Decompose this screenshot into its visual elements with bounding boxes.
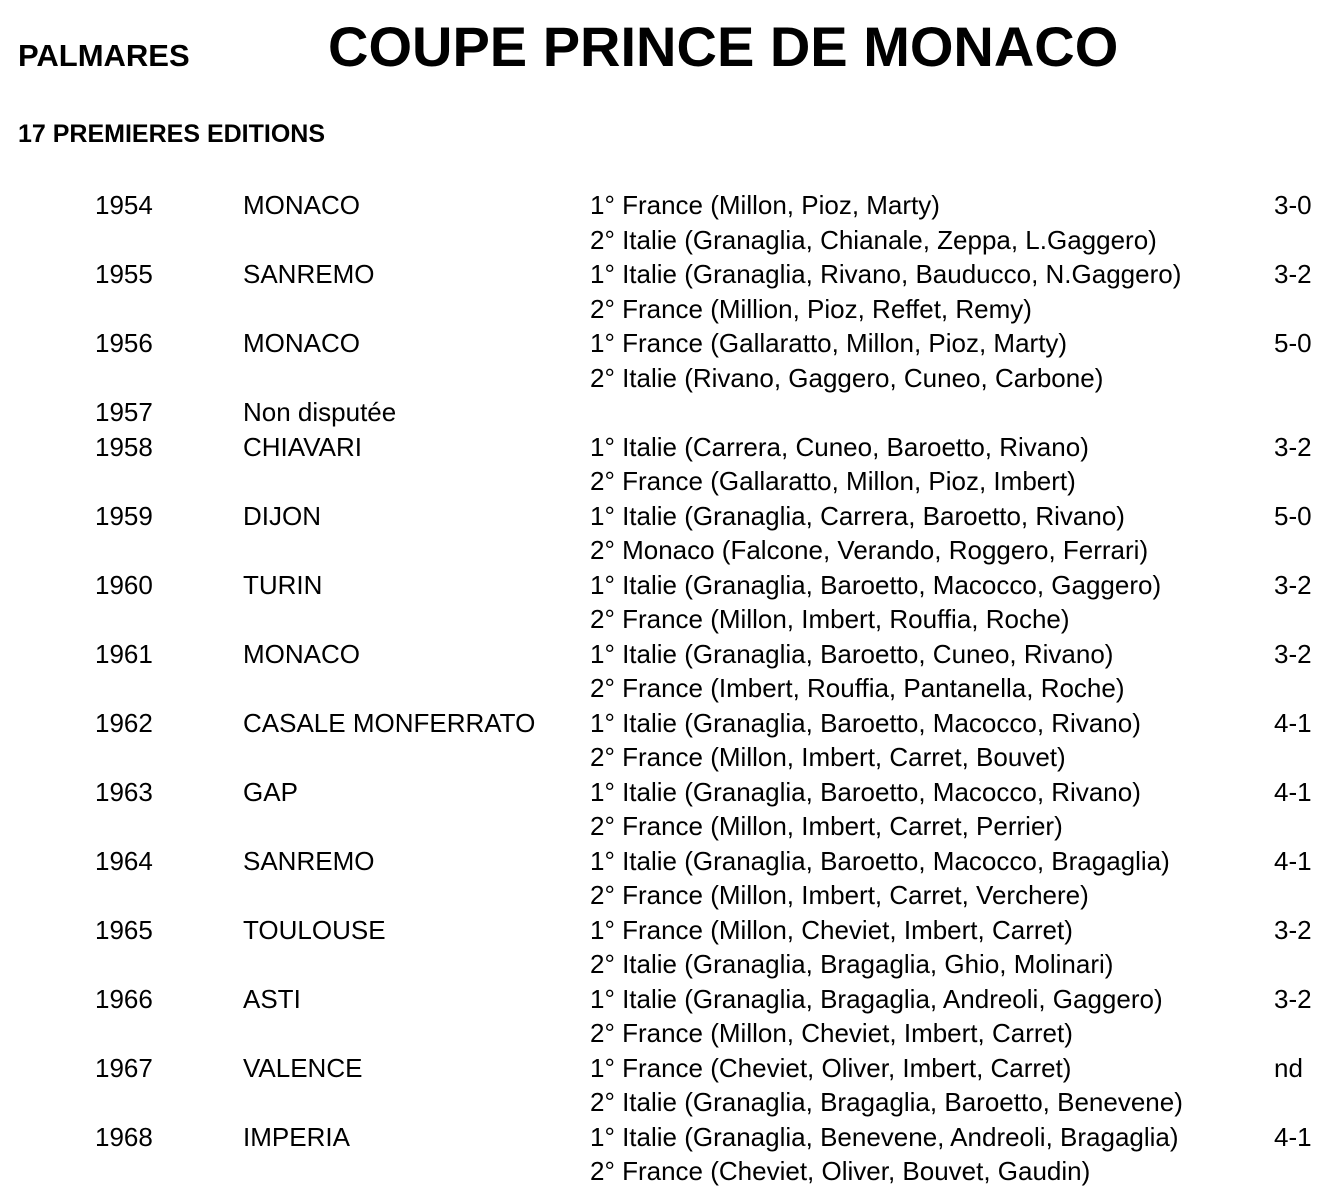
- edition-venue: VALENCE: [243, 1052, 363, 1083]
- runner-up-result: 2° France (Gallaratto, Millon, Pioz, Imbert): [590, 466, 1076, 496]
- edition-first-line: [0, 188, 1328, 223]
- edition-second-line: [0, 223, 1328, 258]
- edition-first-line: [0, 1051, 1328, 1086]
- edition-year: 1962: [95, 707, 153, 738]
- runner-up-result: 2° Italie (Granaglia, Bragaglia, Baroetto, Benevene): [590, 1087, 1183, 1117]
- winner-result: 1° France (Millon, Pioz, Marty): [590, 190, 940, 220]
- match-score: 4-1: [1274, 707, 1312, 738]
- runner-up-result: 2° France (Millon, Imbert, Carret, Bouvet): [590, 742, 1066, 772]
- edition-year: 1957: [95, 397, 153, 427]
- edition-venue: GAP: [243, 776, 298, 807]
- runner-up-result: 2° France (Million, Pioz, Reffet, Remy): [590, 293, 1032, 324]
- edition-second-line: [0, 361, 1328, 396]
- winner-result: 1° Italie (Granaglia, Carrera, Baroetto, Rivano): [590, 500, 1125, 531]
- edition-first-line: [0, 913, 1328, 948]
- edition-first-line: [0, 326, 1328, 361]
- runner-up-result: 2° Italie (Granaglia, Bragaglia, Ghio, Molinari): [590, 949, 1114, 979]
- runner-up-result: 2° France (Imbert, Rouffia, Pantanella, Roche): [590, 673, 1125, 703]
- edition-venue: DIJON: [243, 500, 321, 531]
- match-score: 5-0: [1274, 328, 1312, 358]
- edition-year: 1955: [95, 259, 153, 289]
- edition-second-line: [0, 1154, 1328, 1189]
- edition-second-line: [0, 1085, 1328, 1120]
- palmares-label: PALMARES: [18, 38, 190, 73]
- winner-result: 1° Italie (Granaglia, Baroetto, Macocco, Gaggero): [590, 569, 1162, 600]
- winner-result: 1° Italie (Granaglia, Baroetto, Macocco, Bragaglia): [590, 845, 1170, 876]
- edition-venue: MONACO: [243, 638, 360, 669]
- results-list: [0, 188, 1328, 1189]
- edition-second-line: [0, 878, 1328, 913]
- runner-up-result: 2° France (Millon, Imbert, Rouffia, Roche): [590, 604, 1070, 634]
- edition-venue: SANREMO: [243, 259, 375, 289]
- edition-second-line: [0, 602, 1328, 637]
- runner-up-result: 2° France (Millon, Cheviet, Imbert, Carret): [590, 1018, 1073, 1048]
- winner-result: 1° France (Cheviet, Oliver, Imbert, Carret): [590, 1052, 1072, 1083]
- page-title: COUPE PRINCE DE MONACO: [328, 15, 1119, 78]
- winner-result: 1° France (Gallaratto, Millon, Pioz, Marty): [590, 328, 1068, 358]
- edition-year: 1968: [95, 1121, 153, 1152]
- edition-second-line: [0, 464, 1328, 499]
- match-score: nd: [1274, 1052, 1303, 1083]
- edition-first-line: [0, 982, 1328, 1017]
- edition-year: 1956: [95, 328, 153, 358]
- edition-venue: TURIN: [243, 569, 323, 600]
- match-score: 4-1: [1274, 1121, 1312, 1152]
- winner-result: 1° Italie (Granaglia, Bragaglia, Andreoli, Gaggero): [590, 983, 1163, 1014]
- match-score: 3-2: [1274, 638, 1312, 669]
- runner-up-result: 2° France (Cheviet, Oliver, Bouvet, Gaudin): [590, 1156, 1091, 1186]
- edition-second-line: [0, 809, 1328, 844]
- edition-row: [0, 326, 1328, 395]
- edition-first-line: [0, 499, 1328, 534]
- edition-first-line: [0, 257, 1328, 292]
- edition-row: [0, 395, 1328, 430]
- edition-first-line: [0, 844, 1328, 879]
- edition-second-line: [0, 740, 1328, 775]
- winner-result: 1° Italie (Carrera, Cuneo, Baroetto, Rivano): [590, 431, 1089, 462]
- edition-row: [0, 844, 1328, 913]
- edition-second-line: [0, 292, 1328, 327]
- edition-year: 1958: [95, 431, 153, 462]
- edition-first-line: [0, 1120, 1328, 1155]
- edition-first-line: [0, 395, 1328, 430]
- edition-row: [0, 568, 1328, 637]
- winner-result: 1° Italie (Granaglia, Rivano, Bauducco, N.Gaggero): [590, 259, 1182, 289]
- edition-row: [0, 982, 1328, 1051]
- edition-year: 1965: [95, 914, 153, 945]
- edition-row: [0, 1051, 1328, 1120]
- match-score: 3-2: [1274, 569, 1312, 600]
- edition-row: [0, 188, 1328, 257]
- edition-year: 1964: [95, 845, 153, 876]
- edition-row: [0, 1120, 1328, 1189]
- edition-row: [0, 257, 1328, 326]
- edition-row: [0, 775, 1328, 844]
- edition-venue: CHIAVARI: [243, 431, 362, 462]
- edition-second-line: [0, 533, 1328, 568]
- edition-first-line: [0, 568, 1328, 603]
- edition-venue: IMPERIA: [243, 1121, 350, 1152]
- edition-venue: Non disputée: [243, 397, 397, 427]
- edition-year: 1961: [95, 638, 153, 669]
- edition-first-line: [0, 775, 1328, 810]
- edition-venue: TOULOUSE: [243, 914, 386, 945]
- edition-first-line: [0, 430, 1328, 465]
- edition-first-line: [0, 637, 1328, 672]
- edition-row: [0, 499, 1328, 568]
- edition-year: 1954: [95, 190, 153, 220]
- runner-up-result: 2° Italie (Granaglia, Chianale, Zeppa, L.Gaggero): [590, 224, 1157, 255]
- match-score: 5-0: [1274, 500, 1312, 531]
- edition-row: [0, 706, 1328, 775]
- edition-second-line: [0, 671, 1328, 706]
- winner-result: 1° Italie (Granaglia, Baroetto, Cuneo, Rivano): [590, 638, 1114, 669]
- runner-up-result: 2° France (Millon, Imbert, Carret, Perrier): [590, 811, 1063, 841]
- winner-result: 1° Italie (Granaglia, Baroetto, Macocco, Rivano): [590, 776, 1141, 807]
- edition-venue: MONACO: [243, 328, 360, 358]
- edition-venue: CASALE MONFERRATO: [243, 707, 536, 738]
- edition-venue: ASTI: [243, 983, 301, 1014]
- edition-second-line: [0, 1016, 1328, 1051]
- edition-row: [0, 637, 1328, 706]
- edition-year: 1966: [95, 983, 153, 1014]
- winner-result: 1° France (Millon, Cheviet, Imbert, Carret): [590, 914, 1073, 945]
- winner-result: 1° Italie (Granaglia, Baroetto, Macocco, Rivano): [590, 707, 1141, 738]
- edition-venue: SANREMO: [243, 845, 375, 876]
- match-score: 3-2: [1274, 914, 1312, 945]
- match-score: 4-1: [1274, 845, 1312, 876]
- edition-year: 1967: [95, 1052, 153, 1083]
- runner-up-result: 2° Italie (Rivano, Gaggero, Cuneo, Carbone): [590, 362, 1104, 393]
- edition-first-line: [0, 706, 1328, 741]
- match-score: 3-2: [1274, 983, 1312, 1014]
- match-score: 3-2: [1274, 259, 1312, 289]
- edition-year: 1963: [95, 776, 153, 807]
- edition-year: 1960: [95, 569, 153, 600]
- edition-row: [0, 430, 1328, 499]
- edition-second-line: [0, 947, 1328, 982]
- edition-year: 1959: [95, 500, 153, 531]
- winner-result: 1° Italie (Granaglia, Benevene, Andreoli, Bragaglia): [590, 1121, 1179, 1152]
- section-subtitle: 17 PREMIERES EDITIONS: [18, 120, 326, 148]
- match-score: 4-1: [1274, 776, 1312, 807]
- runner-up-result: 2° France (Millon, Imbert, Carret, Verchere): [590, 880, 1089, 910]
- edition-row: [0, 913, 1328, 982]
- match-score: 3-2: [1274, 431, 1312, 462]
- edition-venue: MONACO: [243, 190, 360, 220]
- runner-up-result: 2° Monaco (Falcone, Verando, Roggero, Ferrari): [590, 535, 1149, 565]
- match-score: 3-0: [1274, 190, 1312, 220]
